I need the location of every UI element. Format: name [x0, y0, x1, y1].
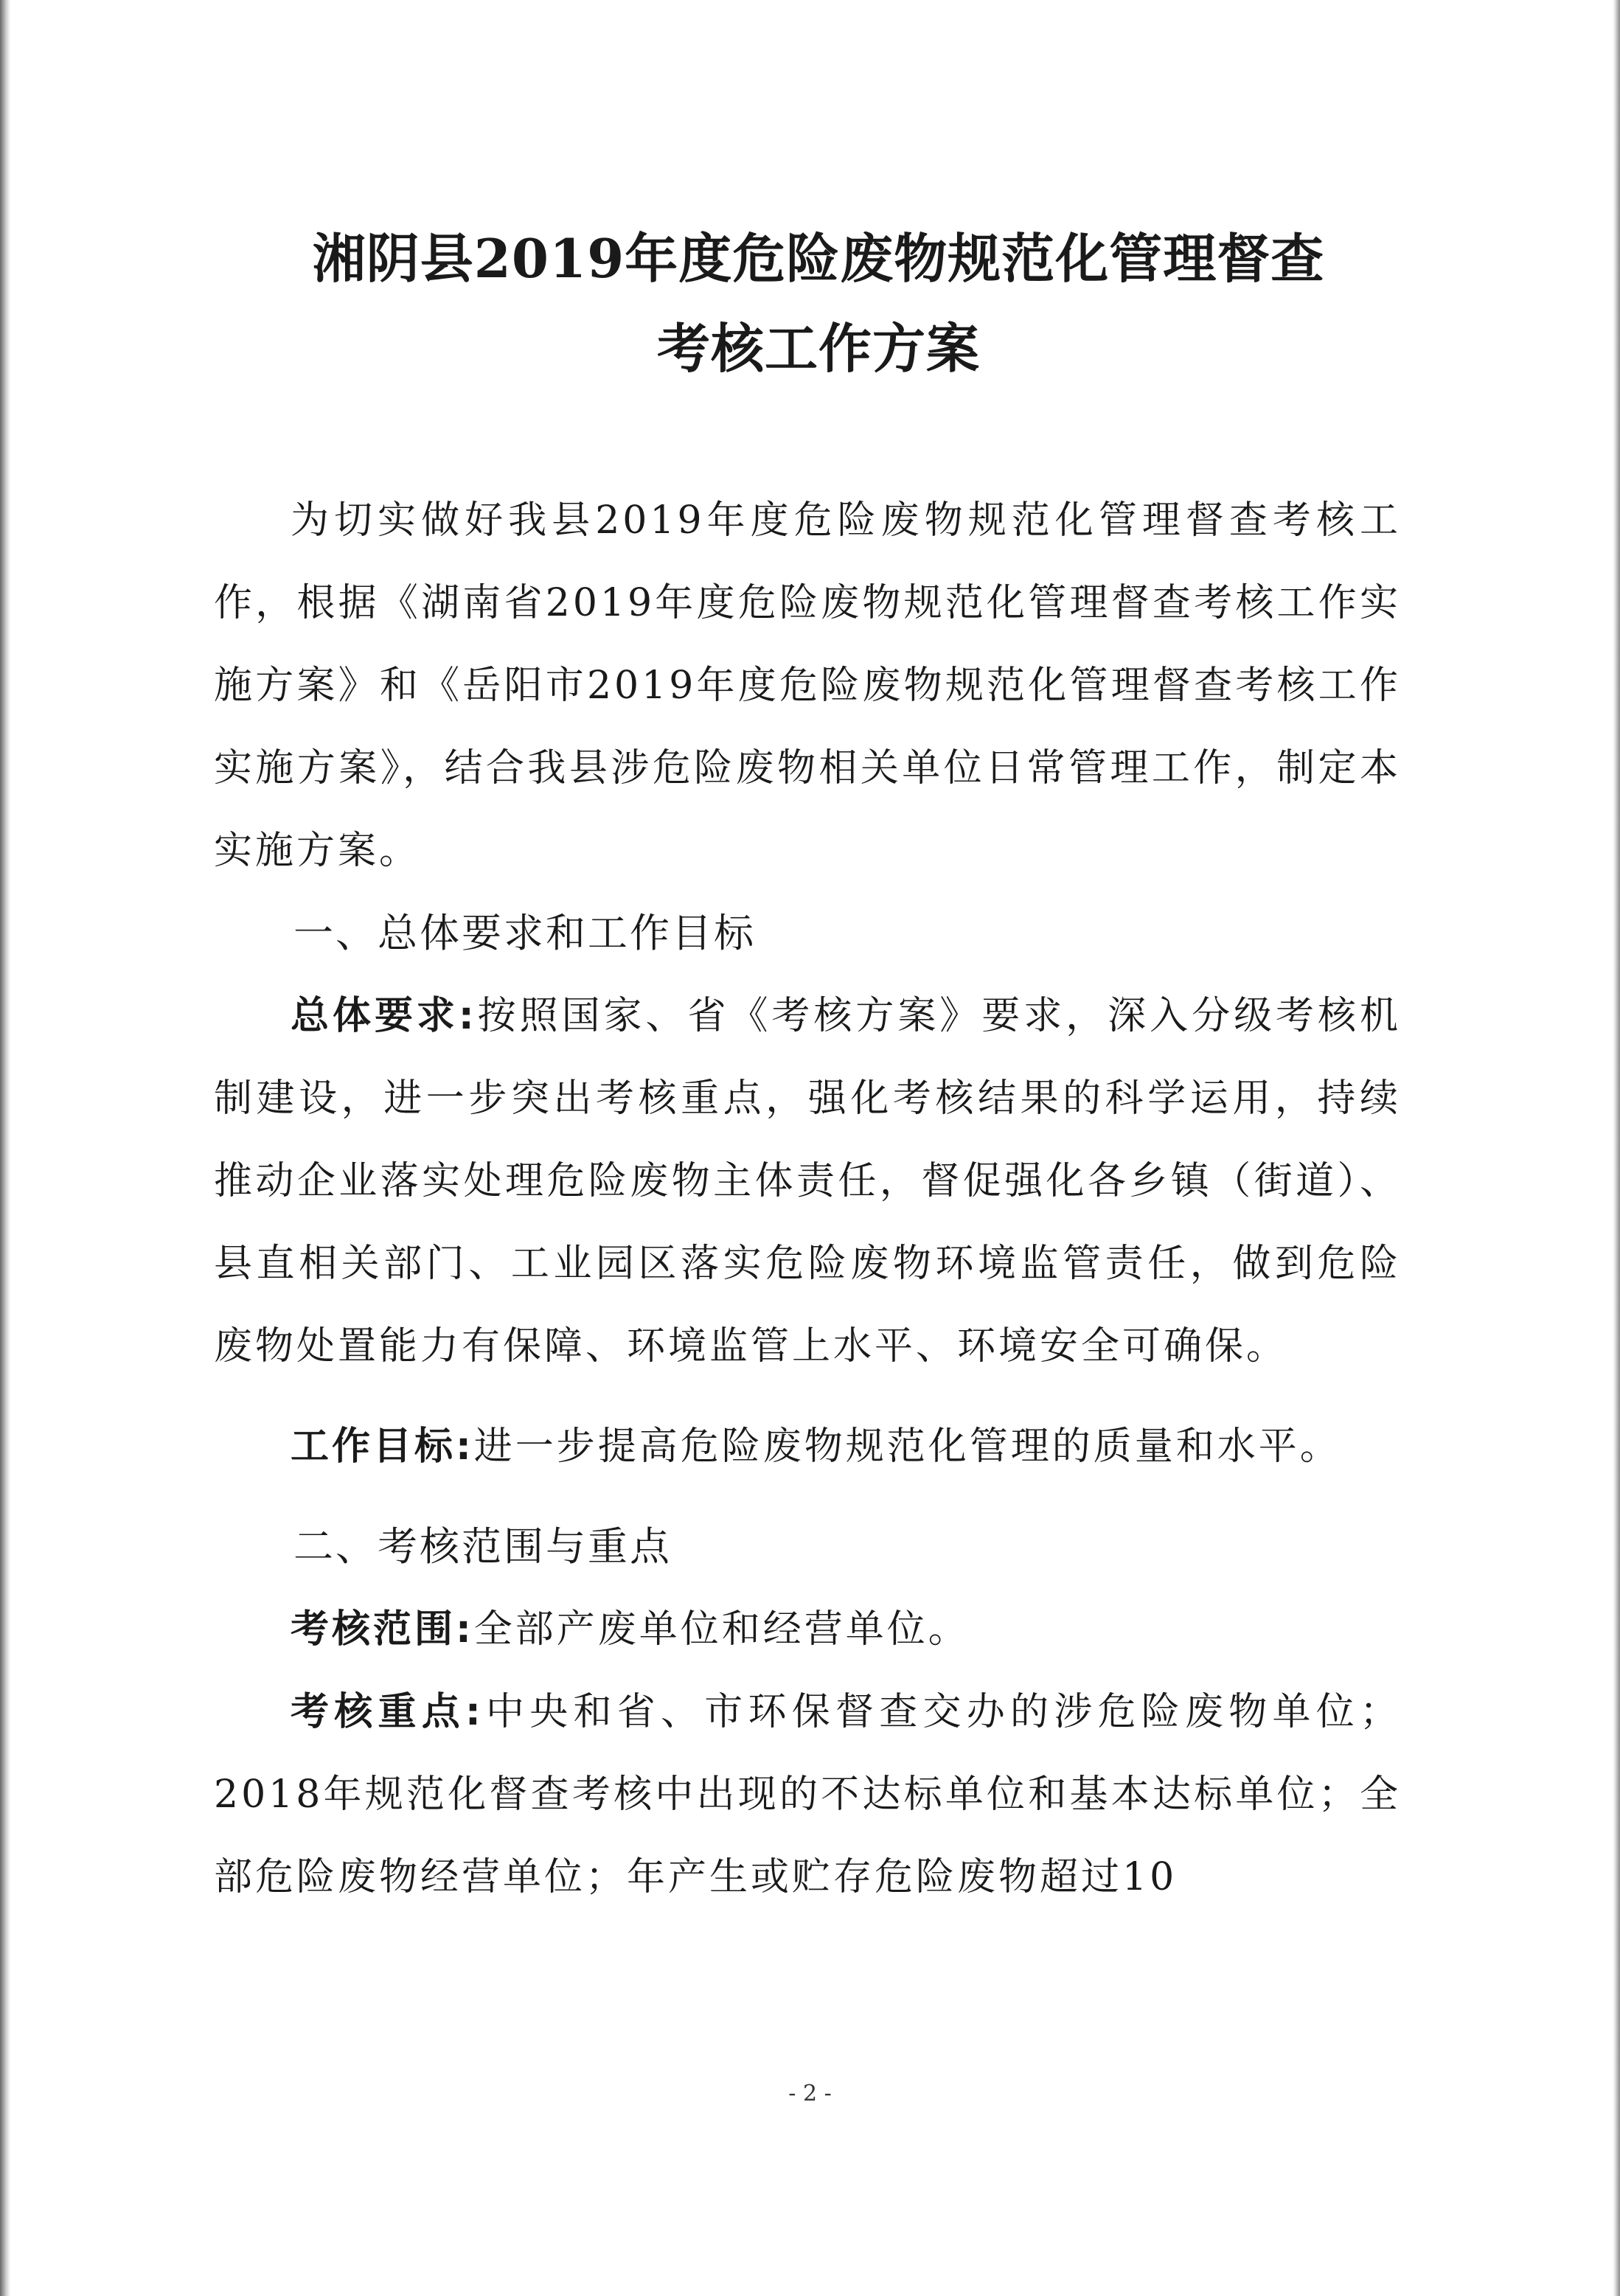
document-body — [214, 479, 1401, 1918]
page-number: - 2 - — [788, 2081, 832, 2107]
general-requirements-text: 按照国家、省《考核方案》要求，深入分级考核机制建设，进一步突出考核重点，强化考核结果的科学运用，持续推动企业落实处理危险废物主体责任，督促强化各乡镇（街道）、县直相关部门、工业园区落实危险废物环境监管责任，做到危险废物处置能力有保障、环境监管上水平、环境安全可确保。 — [214, 994, 1401, 1368]
focus-paragraph — [214, 1671, 1401, 1918]
section-2-heading: 二、考核范围与重点 — [293, 1523, 672, 1570]
scan-edge-right — [1613, 0, 1620, 2296]
title-line-1: 湘阴县2019年度危险废物规范化管理督查 — [312, 227, 1325, 290]
work-goal-label: 工作目标: — [291, 1424, 474, 1469]
general-requirements-paragraph — [214, 975, 1401, 1388]
scope-label: 考核范围: — [291, 1607, 474, 1652]
spacer — [214, 1488, 1401, 1506]
document-title — [221, 214, 1416, 394]
focus-text: 中央和省、市环保督查交办的涉危险废物单位；2018年规范化督查考核中出现的不达标单位和基本达标单位；全部危险废物经营单位；年产生或贮存危险废物超过10 — [214, 1690, 1401, 1899]
scope-text: 全部产废单位和经营单位。 — [473, 1607, 970, 1652]
intro-paragraph: 为切实做好我县2019年度危险废物规范化管理督查考核工作，根据《湖南省2019年度危险废物规范化管理督查考核工作实施方案》和《岳阳市2019年度危险废物规范化管理督查考核工作实施方案》，结合我县涉危险废物相关单位日常管理工作，制定本实施方案。 — [214, 498, 1401, 873]
scope-paragraph — [214, 1588, 1401, 1671]
section-1-heading: 一、总体要求和工作目标 — [293, 910, 756, 956]
scan-edge-left — [0, 0, 10, 2296]
title-line-2: 考核工作方案 — [656, 317, 980, 380]
work-goal-paragraph — [214, 1405, 1401, 1488]
focus-label: 考核重点: — [291, 1690, 484, 1734]
general-requirements-label: 总体要求: — [291, 994, 477, 1038]
spacer — [214, 1388, 1401, 1405]
work-goal-text: 进一步提高危险废物规范化管理的质量和水平。 — [473, 1424, 1341, 1469]
